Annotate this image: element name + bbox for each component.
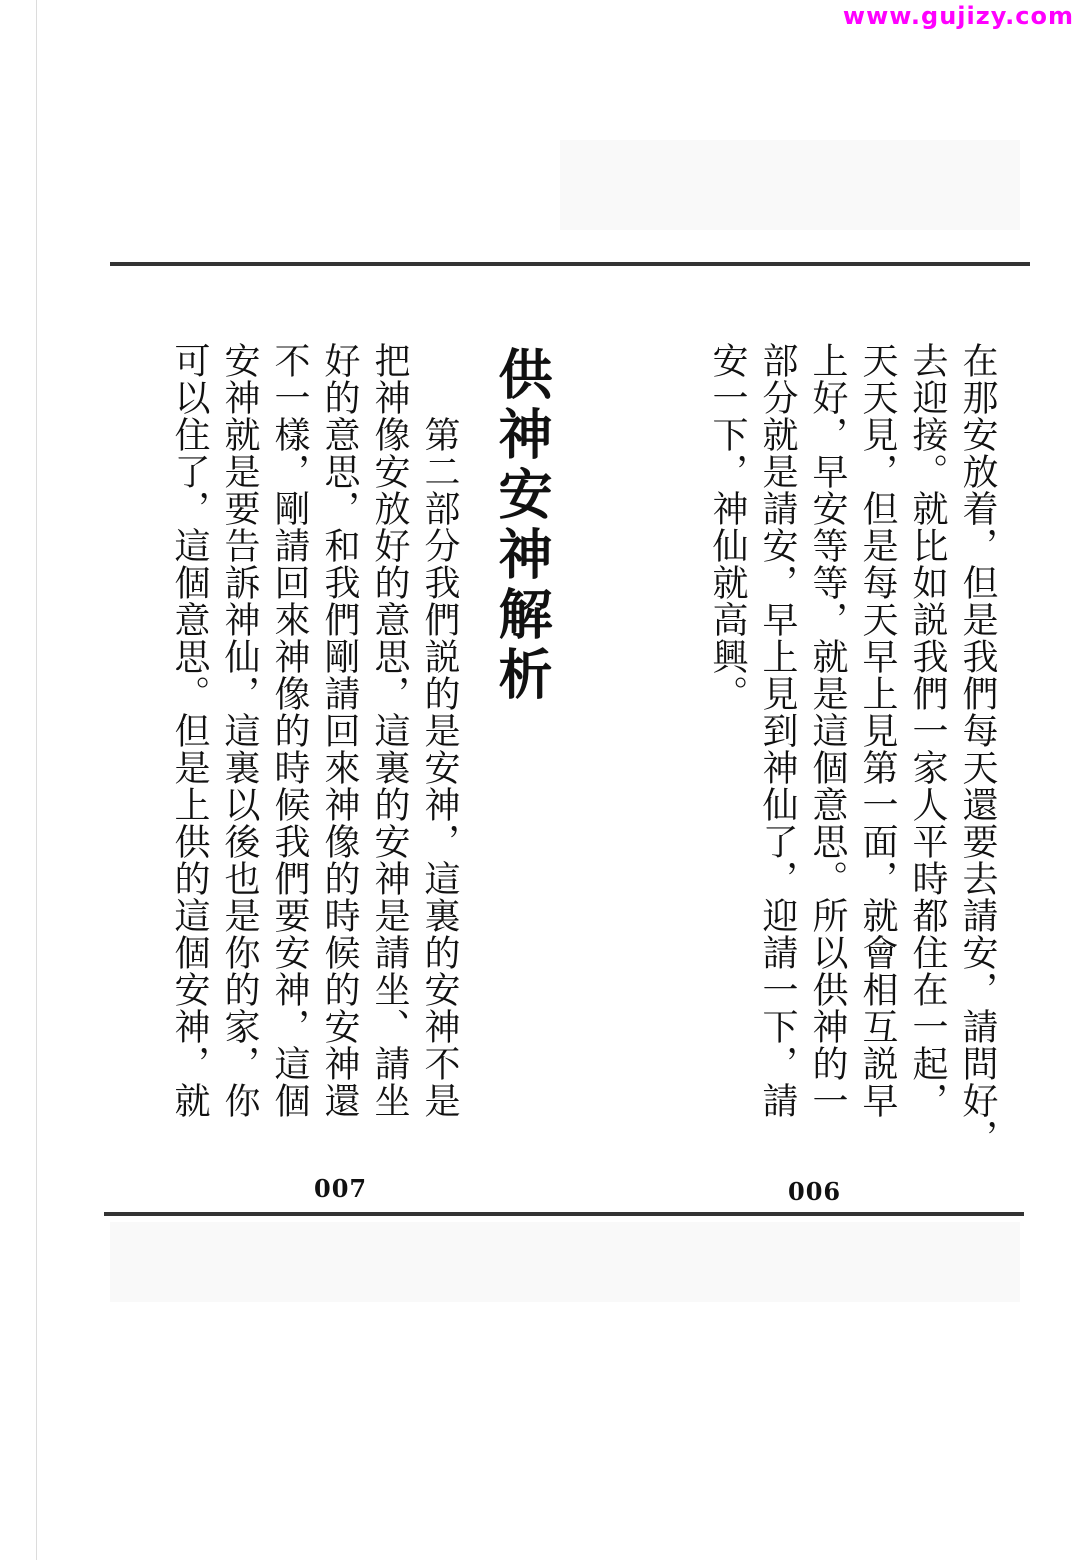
watermark: www.gujizy.com xyxy=(842,2,1074,30)
text-column: 第二部分我們説的是安神，這裏的安神不是 xyxy=(419,416,460,1119)
page-006-body xyxy=(702,342,1002,1156)
scan-noise-top xyxy=(560,140,1020,230)
text-column: 上好，早安等等，就是這個意思。所以供神的一 xyxy=(807,342,848,1119)
section-title: 供神安神解析 xyxy=(490,346,554,706)
page-number-006: 006 xyxy=(788,1177,842,1206)
text-column: 去迎接。就比如説我們一家人平時都住在一起， xyxy=(907,342,948,1119)
text-column: 在那安放着，但是我們每天還要去請安，請問好， xyxy=(957,342,998,1156)
page-007-body xyxy=(164,342,560,1142)
scan-noise-bottom xyxy=(110,1222,1020,1302)
text-column: 部分就是請安，早上見到神仙了，迎請一下，請 xyxy=(757,342,798,1119)
page-number-007: 007 xyxy=(314,1174,368,1203)
text-column: 把神像安放好的意思，這裏的安神是請坐、請坐 xyxy=(369,342,410,1119)
scan-edge xyxy=(36,0,37,1560)
text-column: 不一樣，剛請回來神像的時候我們要安神，這個 xyxy=(269,342,310,1119)
text-column: 安神就是要告訴神仙，這裏以後也是你的家，你 xyxy=(219,342,260,1119)
footer-rule xyxy=(104,1212,1024,1216)
text-column: 可以住了，這個意思。但是上供的這個安神，就 xyxy=(169,342,210,1119)
text-column: 安一下，神仙就高興。 xyxy=(707,342,748,712)
text-column: 天天見，但是每天早上見第一面，就會相互説早 xyxy=(857,342,898,1119)
header-rule xyxy=(110,262,1030,266)
text-column: 好的意思，和我們剛請回來神像的時候的安神還 xyxy=(319,342,360,1119)
